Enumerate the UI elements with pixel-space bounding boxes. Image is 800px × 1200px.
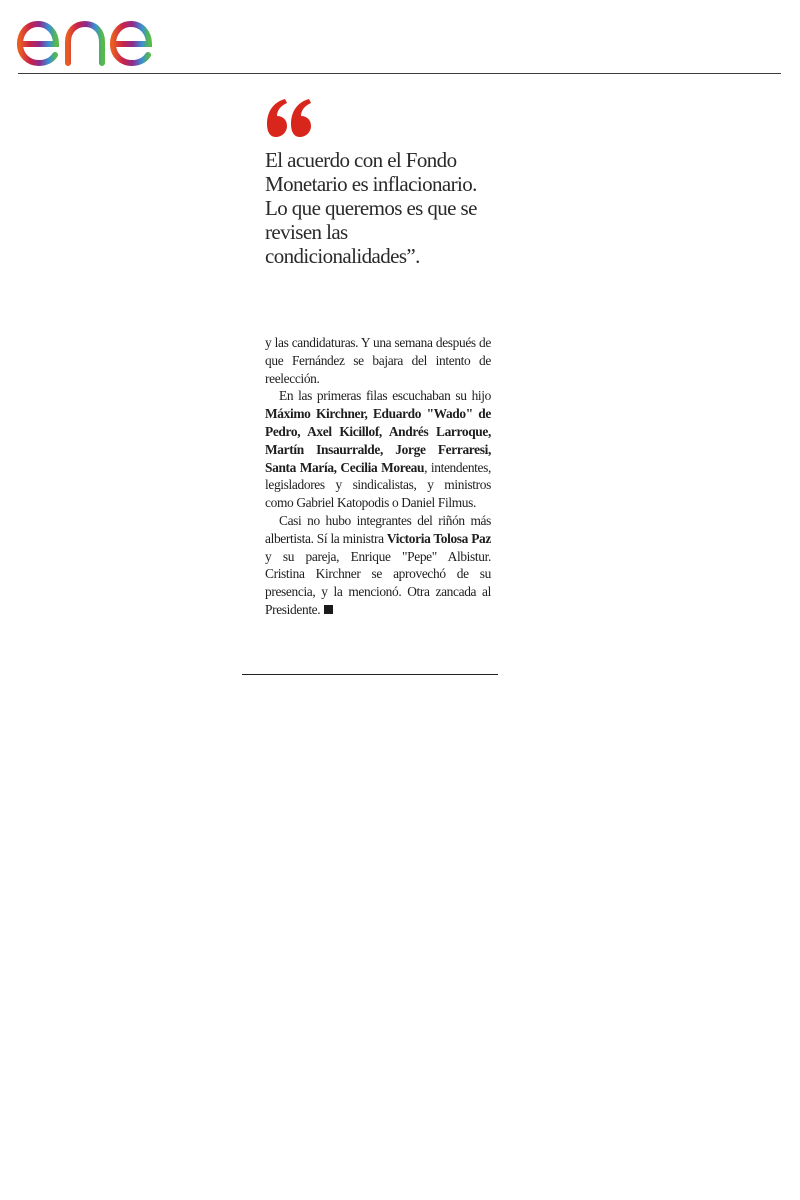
header-divider (18, 73, 781, 74)
enel-logo-mark (16, 4, 184, 70)
text-run: En las primeras filas escuchaban su hijo (279, 388, 491, 404)
text-run: , intendentes, legisladores y sindicalistas, y ministros como Gabriel Katopodis o Daniel Filmus. (265, 459, 491, 511)
paragraph-3 (265, 512, 491, 619)
paragraph-1 (265, 334, 491, 387)
text-run: Casi no hubo integrantes del riñón más albertista. Sí la ministra (265, 512, 491, 546)
pull-quote: El acuerdo con el Fondo Monetario es inflacionario. Lo que queremos es que se revisen las condicionalidades”. (265, 148, 477, 268)
bold-names-run: Victoria Tolosa Paz (386, 530, 491, 546)
paragraph-2 (265, 387, 491, 512)
text-run: y su pareja, Enrique "Pepe" Albistur. Cristina Kirchner se aprovechó de su presencia, y la mencionó. Otra zancada al Presidente. (265, 548, 491, 617)
opening-quotation-mark-icon (265, 98, 315, 138)
end-of-article-square-icon (324, 605, 333, 614)
article-body (265, 334, 491, 619)
text-run: y las candidaturas. Y una semana después de que Fernández se bajara del intento de reelección. (265, 335, 491, 386)
enel-logo (16, 4, 184, 70)
bold-names-run: Máximo Kirchner, Eduardo "Wado" de Pedro, Axel Kicillof, Andrés Larroque, Martín Insaurralde, Jorge Ferraresi, Santa María, Cecilia Moreau (265, 406, 491, 475)
article-end-divider (242, 674, 498, 675)
